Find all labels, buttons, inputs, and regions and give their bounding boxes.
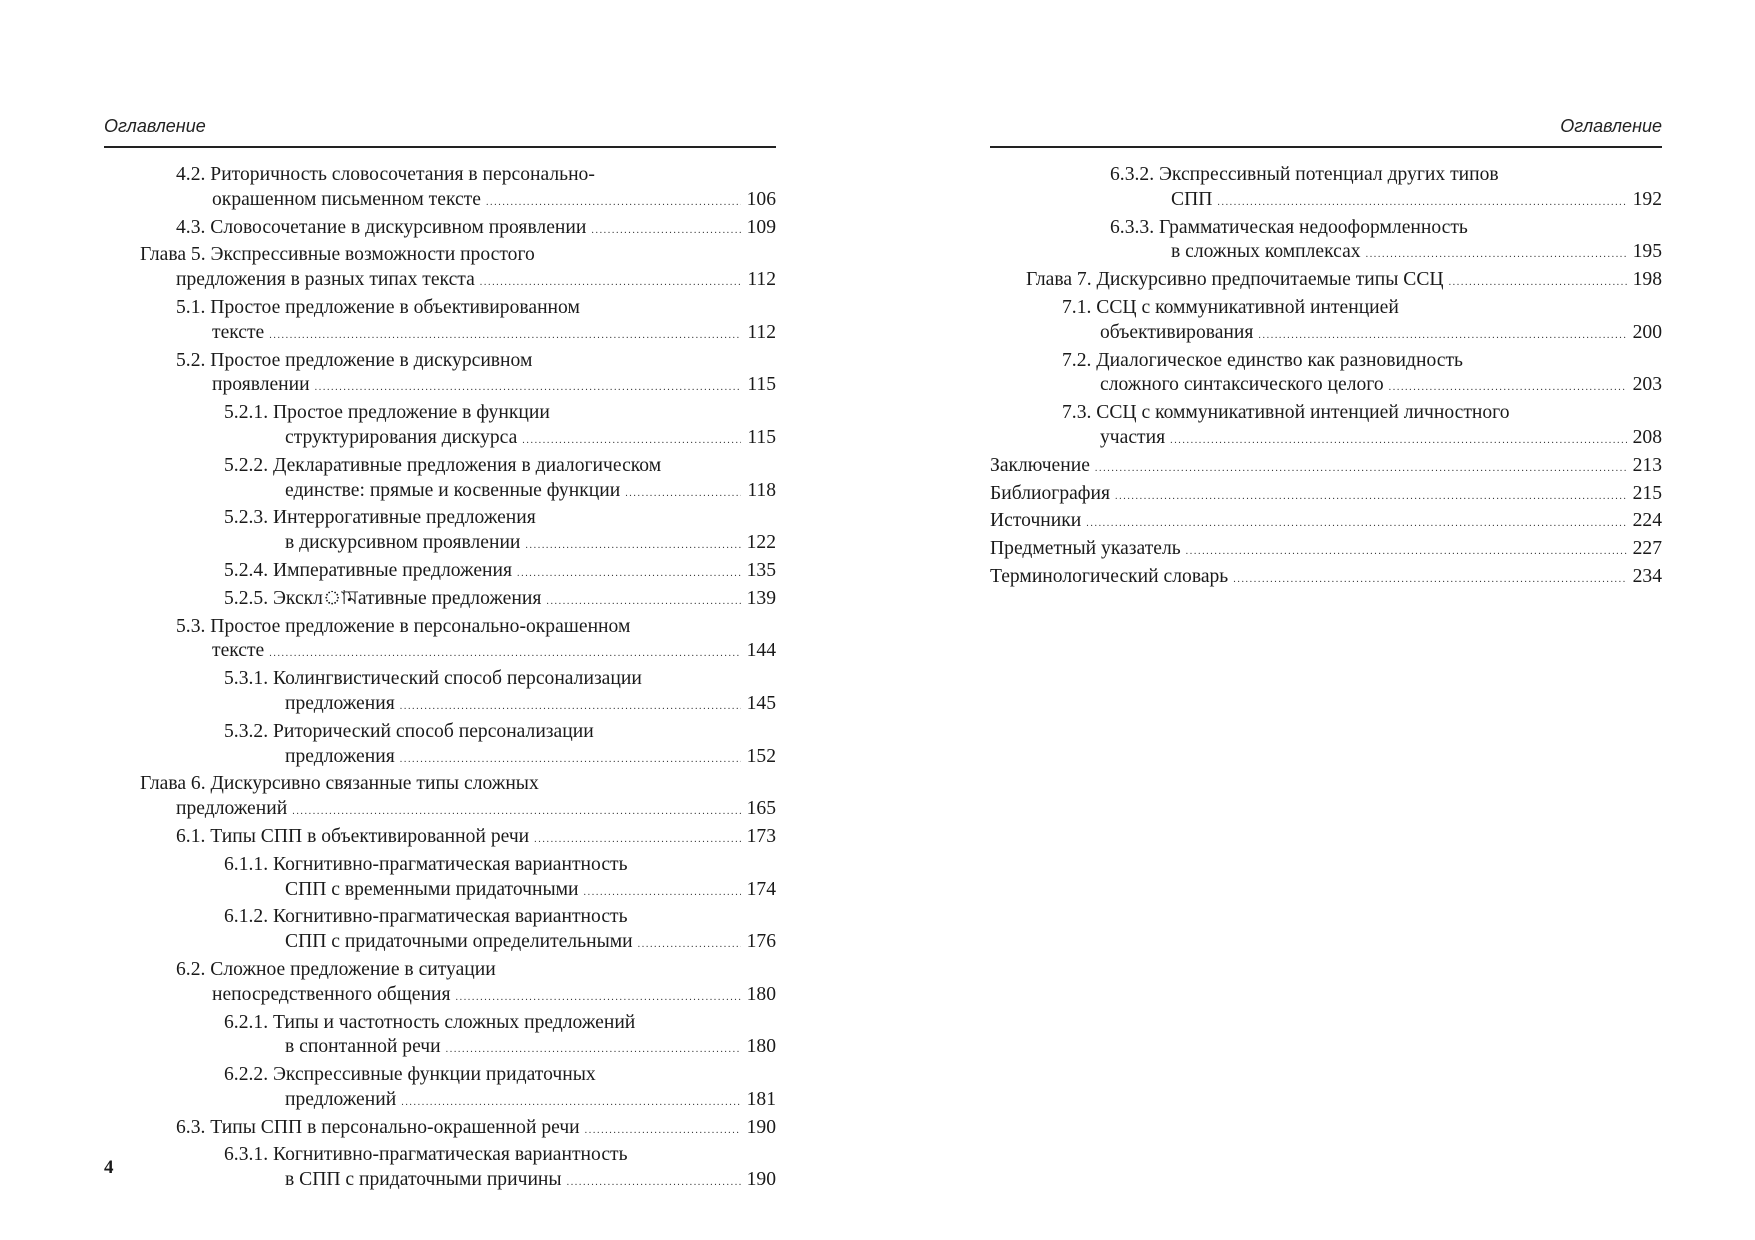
dot-leader — [1086, 512, 1626, 537]
toc-page-number: 224 — [1632, 510, 1662, 532]
toc-page-number: 180 — [746, 1036, 776, 1058]
dot-leader — [522, 429, 741, 454]
toc-entry[interactable] — [104, 454, 776, 507]
dot-leader — [1258, 324, 1626, 349]
header-rule — [104, 146, 776, 148]
toc-page-number: 109 — [746, 216, 776, 238]
dot-leader — [269, 324, 741, 349]
toc-page-number: 180 — [746, 983, 776, 1005]
toc-entry-number: Глава 5. — [140, 244, 206, 266]
toc-page-number: 115 — [747, 426, 776, 448]
toc-entry-title-continuation: СПП с временными придаточными — [285, 878, 579, 900]
dot-leader — [625, 482, 741, 507]
toc-entry[interactable] — [104, 587, 776, 615]
toc-entry-title-continuation: предложения в разных типах текста — [176, 269, 475, 291]
dot-leader — [456, 986, 741, 1011]
dot-leader — [638, 933, 741, 958]
toc-entry-number: 6.3.1. — [224, 1144, 269, 1166]
toc-entry[interactable] — [104, 667, 776, 720]
toc-page-number: 144 — [746, 640, 776, 662]
toc-entry[interactable] — [990, 296, 1662, 349]
dot-leader — [1170, 429, 1627, 454]
dot-leader — [585, 1119, 741, 1144]
toc-page-number: 106 — [746, 188, 776, 210]
toc-entry-title: ССЦ с коммуникативной интенцией — [1096, 296, 1399, 318]
toc-page-number: 227 — [1632, 538, 1662, 560]
toc-entry[interactable] — [104, 243, 776, 296]
toc-page-number: 152 — [746, 745, 776, 767]
toc-page-number: 165 — [746, 798, 776, 820]
toc-entry[interactable] — [990, 401, 1662, 454]
toc-entry-number: 4.2. — [176, 164, 206, 185]
toc-entry[interactable] — [104, 163, 776, 216]
toc-entry[interactable] — [990, 216, 1662, 269]
header-rule — [990, 146, 1662, 148]
toc-entry-number: Глава 6. — [140, 773, 206, 795]
toc-entry-number: 7.1. — [1062, 296, 1092, 318]
toc-page-number: 190 — [746, 1169, 776, 1191]
toc-entry[interactable] — [104, 559, 776, 587]
toc-entry-title-continuation: структурирования дискурса — [285, 426, 518, 448]
toc-entry-title: Диалогическое единство как разновидность — [1096, 349, 1463, 371]
toc-entry-title: Сложное предложение в ситуации — [210, 958, 496, 980]
toc-entry-title-continuation: участия — [1100, 426, 1166, 448]
toc-entry[interactable] — [104, 1143, 776, 1196]
toc-entry-title-continuation: предложений — [285, 1088, 397, 1110]
toc-page-number: 118 — [747, 479, 776, 501]
toc-entry[interactable] — [990, 349, 1662, 402]
toc-entry-title-continuation: предложения — [285, 692, 395, 714]
running-head: Оглавление — [1560, 116, 1662, 136]
toc-entry-number: 5.3.2. — [224, 720, 269, 742]
toc-entry-number: 6.3. — [176, 1116, 206, 1138]
dot-leader — [1366, 243, 1627, 268]
toc-page-number: 122 — [746, 532, 776, 554]
toc-entry-number: 6.2.2. — [224, 1064, 269, 1086]
toc-entry-title-continuation: СПП — [1171, 188, 1213, 210]
toc-entry-title: Простое предложение в дискурсивном — [210, 349, 533, 371]
toc-entry-title: ССЦ с коммуникативной интенцией личностного — [1096, 402, 1510, 424]
toc-page-number: 234 — [1632, 565, 1662, 587]
dot-leader — [446, 1038, 741, 1063]
toc-page-number: 203 — [1632, 374, 1662, 396]
toc-entry[interactable] — [104, 772, 776, 825]
dot-leader — [591, 219, 740, 244]
toc-entry-title: Типы и частотность сложных предложений — [273, 1011, 636, 1033]
toc-entry-title-continuation: в сложных комплексах — [1171, 241, 1361, 263]
toc-entry[interactable] — [104, 506, 776, 559]
toc-entry[interactable] — [104, 401, 776, 454]
dot-leader — [1115, 485, 1627, 510]
dot-leader — [546, 590, 740, 615]
toc-entry-title: Типы СПП в объективированной речи — [210, 825, 530, 847]
toc-page-number: 190 — [746, 1116, 776, 1138]
toc-entry-title-continuation: СПП с придаточными определительными — [285, 931, 633, 953]
toc-entry[interactable] — [990, 268, 1662, 296]
toc-entry[interactable] — [104, 349, 776, 402]
toc-page-number: 112 — [747, 269, 776, 291]
toc-entry-number: 6.2.1. — [224, 1011, 269, 1033]
toc-entry-number: 5.1. — [176, 296, 206, 318]
toc-entry[interactable] — [104, 853, 776, 906]
toc-page-number: 115 — [747, 374, 776, 396]
toc-page-number: 195 — [1632, 241, 1662, 263]
toc-page-number: 200 — [1632, 321, 1662, 343]
toc-entry-number: 5.3.1. — [224, 668, 269, 690]
toc-entry-title: Дискурсивно предпочитаемые типы ССЦ — [1096, 269, 1444, 291]
toc-entry-title-continuation: предложения — [285, 745, 395, 767]
toc-entry-title: Терминологический словарь — [990, 565, 1229, 587]
dot-leader — [1095, 457, 1627, 482]
toc-entry-number: 5.2. — [176, 349, 206, 371]
toc-entry[interactable] — [104, 1116, 776, 1144]
toc-entry-title: Интеррогативные предложения — [273, 507, 536, 529]
toc-page-number: 208 — [1632, 426, 1662, 448]
toc-page-number: 213 — [1632, 454, 1662, 476]
toc-entry-number: 6.1.1. — [224, 853, 269, 875]
toc-entry[interactable] — [990, 537, 1662, 565]
toc-entry-number: 6.1.2. — [224, 906, 269, 928]
toc-entry-title: Библиография — [990, 482, 1111, 504]
running-head: Оглавление — [104, 116, 206, 136]
dot-leader — [401, 1091, 740, 1116]
toc-entry-title-continuation: объективирования — [1100, 321, 1254, 343]
toc-entry-title: Риторичность словосочетания в персонально- — [210, 164, 595, 185]
toc-page-number: 135 — [746, 559, 776, 581]
toc-entry-title-continuation: в спонтанной речи — [285, 1036, 441, 1058]
toc-entry[interactable] — [104, 1011, 776, 1064]
toc-entry-number: 6.1. — [176, 825, 206, 847]
toc-entry[interactable] — [990, 509, 1662, 537]
toc-page-number: 192 — [1632, 188, 1662, 210]
toc-entry-title-continuation: окрашенном письменном тексте — [212, 188, 481, 210]
toc-page-number: 181 — [746, 1088, 776, 1110]
toc-page-number: 112 — [747, 321, 776, 343]
toc-entry-number: 7.3. — [1062, 402, 1092, 424]
toc-entry-title-continuation: в дискурсивном проявлении — [285, 532, 521, 554]
toc-entry-number: 6.3.2. — [1110, 164, 1155, 185]
toc-entry-title-continuation: непосредственного общения — [212, 983, 451, 1005]
dot-leader — [400, 748, 741, 773]
dot-leader — [525, 534, 740, 559]
toc-entry-title-continuation: предложений — [176, 798, 288, 820]
toc-entry[interactable] — [990, 565, 1662, 593]
toc-entry[interactable] — [104, 1063, 776, 1116]
toc-entry-number: 6.2. — [176, 958, 206, 980]
table-of-contents — [104, 163, 776, 1196]
toc-entry-number: 7.2. — [1062, 349, 1092, 371]
toc-entry-title: Декларативные предложения в диалогическом — [273, 454, 662, 476]
toc-entry-number: 5.3. — [176, 615, 206, 637]
toc-entry-title: Эксклামативные предложения — [273, 587, 542, 609]
toc-entry-title: Экспрессивные функции придаточных — [273, 1064, 596, 1086]
toc-page-number: 139 — [746, 587, 776, 609]
dot-leader — [1449, 271, 1627, 296]
right-page — [990, 0, 1662, 1240]
toc-entry-title: Колингвистический способ персонализации — [273, 668, 642, 690]
toc-entry-title: Источники — [990, 510, 1082, 532]
toc-entry[interactable] — [104, 216, 776, 244]
toc-entry-title: Императивные предложения — [273, 559, 512, 581]
toc-entry[interactable] — [104, 958, 776, 1011]
toc-entry-number: 5.2.3. — [224, 507, 269, 529]
dot-leader — [400, 695, 741, 720]
toc-entry-number: Глава 7. — [1026, 269, 1092, 291]
toc-entry-title-continuation: проявлении — [212, 374, 310, 396]
dot-leader — [480, 271, 742, 296]
toc-entry-title-continuation: в СПП с придаточными причины — [285, 1169, 562, 1191]
toc-entry-number: 5.2.2. — [224, 454, 269, 476]
toc-entry-title: Типы СПП в персонально-окрашенной речи — [210, 1116, 580, 1138]
toc-entry[interactable] — [104, 720, 776, 773]
toc-page-number: 176 — [746, 931, 776, 953]
toc-entry-title: Простое предложение в функции — [273, 402, 550, 424]
left-page — [104, 0, 776, 1240]
toc-entry-title: Простое предложение в персонально-окрашенном — [210, 615, 631, 637]
table-of-contents — [990, 163, 1662, 593]
toc-entry-title: Словосочетание в дискурсивном проявлении — [210, 216, 587, 238]
dot-leader — [567, 1171, 741, 1196]
toc-entry-number: 5.2.4. — [224, 559, 269, 581]
toc-entry-number: 4.3. — [176, 216, 206, 238]
toc-entry[interactable] — [990, 482, 1662, 510]
dot-leader — [1217, 191, 1626, 216]
toc-entry-title: Когнитивно-прагматическая вариантность — [273, 906, 628, 928]
toc-page-number: 215 — [1632, 482, 1662, 504]
dot-leader — [269, 642, 740, 667]
toc-entry-title: Предметный указатель — [990, 538, 1181, 560]
toc-page-number: 145 — [746, 692, 776, 714]
toc-entry-title: Когнитивно-прагматическая вариантность — [273, 853, 628, 875]
toc-page-number: 198 — [1632, 269, 1662, 291]
toc-entry[interactable] — [990, 454, 1662, 482]
toc-entry-title: Дискурсивно связанные типы сложных — [210, 773, 539, 795]
toc-entry-title: Заключение — [990, 454, 1090, 476]
page-number: 4 — [104, 1157, 114, 1178]
dot-leader — [315, 376, 742, 401]
dot-leader — [1186, 540, 1627, 565]
toc-entry[interactable] — [104, 615, 776, 668]
dot-leader — [534, 828, 740, 853]
toc-entry[interactable] — [990, 163, 1662, 216]
toc-entry[interactable] — [104, 825, 776, 853]
toc-page-number: 174 — [746, 878, 776, 900]
toc-entry-title-continuation: единстве: прямые и косвенные функции — [285, 479, 621, 501]
toc-entry-title: Грамматическая недооформленность — [1159, 216, 1468, 238]
toc-entry-number: 5.2.1. — [224, 402, 269, 424]
toc-entry[interactable] — [104, 905, 776, 958]
dot-leader — [584, 881, 741, 906]
toc-entry-title: Экспрессивные возможности простого — [210, 244, 535, 266]
toc-entry-title-continuation: тексте — [212, 640, 265, 662]
toc-entry-title-continuation: тексте — [212, 321, 265, 343]
toc-entry-number: 6.3.3. — [1110, 216, 1155, 238]
toc-page-number: 173 — [746, 825, 776, 847]
dot-leader — [1233, 568, 1626, 593]
toc-entry[interactable] — [104, 296, 776, 349]
toc-entry-title: Экспрессивный потенциал других типов — [1159, 164, 1499, 185]
toc-entry-number: 5.2.5. — [224, 587, 269, 609]
toc-entry-title: Риторический способ персонализации — [273, 720, 594, 742]
dot-leader — [517, 562, 741, 587]
toc-entry-title-continuation: сложного синтаксического целого — [1100, 374, 1384, 396]
toc-entry-title: Простое предложение в объективированном — [210, 296, 580, 318]
dot-leader — [292, 800, 740, 825]
toc-entry-title: Когнитивно-прагматическая вариантность — [273, 1144, 628, 1166]
dot-leader — [1389, 376, 1627, 401]
dot-leader — [486, 191, 741, 216]
